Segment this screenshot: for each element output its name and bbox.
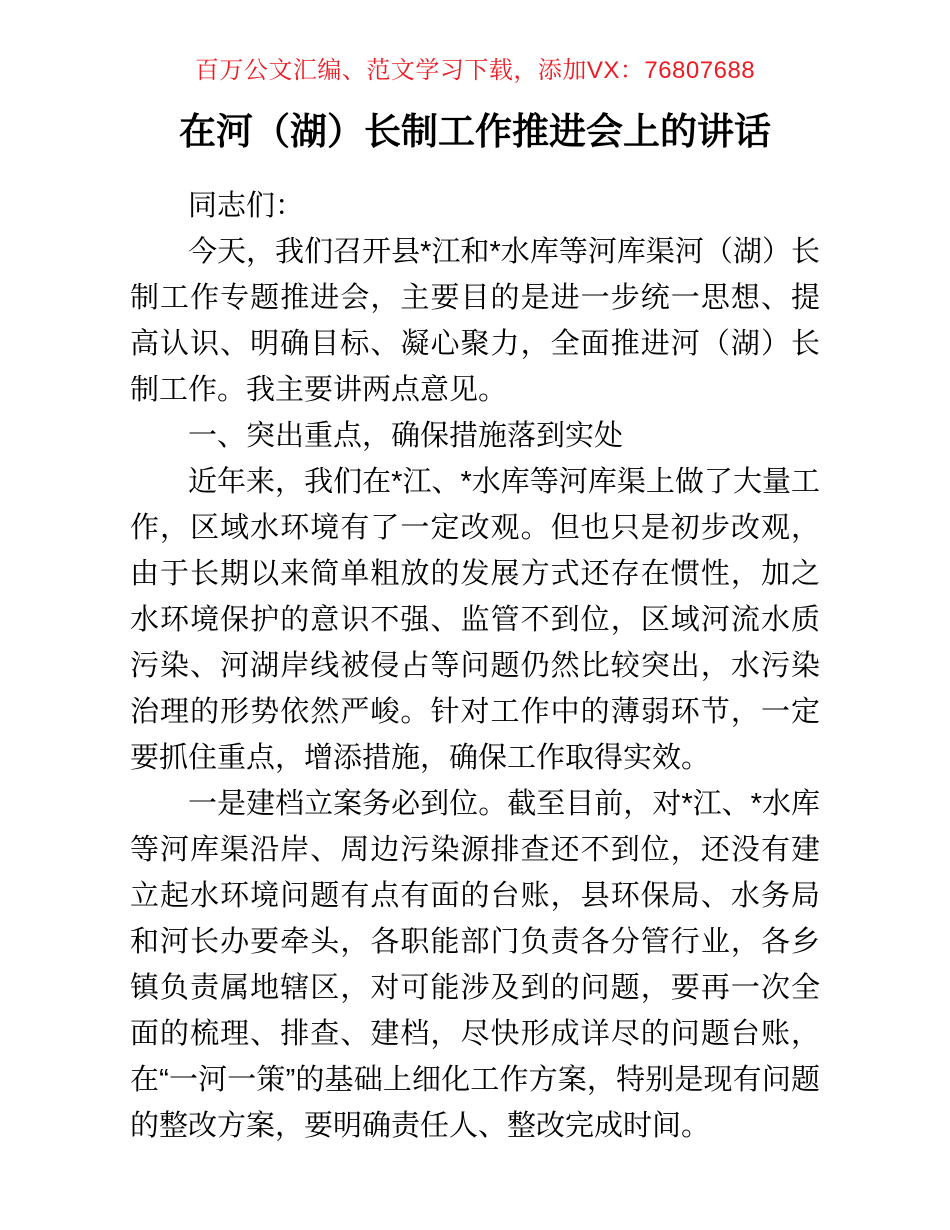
document-title: 在河（湖）长制工作推进会上的讲话 — [179, 111, 771, 152]
section-heading: 一、突出重点，确保措施落到实处 — [188, 419, 624, 452]
paragraph: 近年来，我们在*江、*水库等河库渠上做了大量工作，区域水环境有了一定改观。但也只是初步改观，由于长期以来简单粗放的发展方式还存在惯性，加之水环境保护的意识不强、监管不到位，区域河流水质污染、河湖岸线被侵占等问题仍然比较突出，水污染治理的形势依然严峻。针对工作中的薄弱环节，一定要抓住重点，增添措施，确保工作取得实效。 — [130, 465, 820, 774]
paragraph: 今天，我们召开县*江和*水库等河库渠河（湖）长制工作专题推进会，主要目的是进一步统一思想、提高认识、明确目标、凝心聚力，全面推进河（湖）长制工作。我主要讲两点意见。 — [130, 235, 820, 406]
document-body — [130, 183, 820, 1149]
watermark-banner: 百万公文汇编、范文学习下载，添加VX：76807688 — [194, 57, 756, 84]
paragraph: 同志们： — [188, 189, 305, 222]
paragraph: 一是建档立案务必到位。截至目前，对*江、*水库等河库渠沿岸、周边污染源排查还不到位，还没有建立起水环境问题有点有面的台账，县环保局、水务局和河长办要牵头，各职能部门负责各分管行业，各乡镇负责属地辖区，对可能涉及到的问题，要再一次全面的梳理、排查、建档，尽快形成详尽的问题台账，在“一河一策”的基础上细化工作方案，特别是现有问题的整改方案，要明确责任人、整改完成时间。 — [130, 787, 820, 1142]
